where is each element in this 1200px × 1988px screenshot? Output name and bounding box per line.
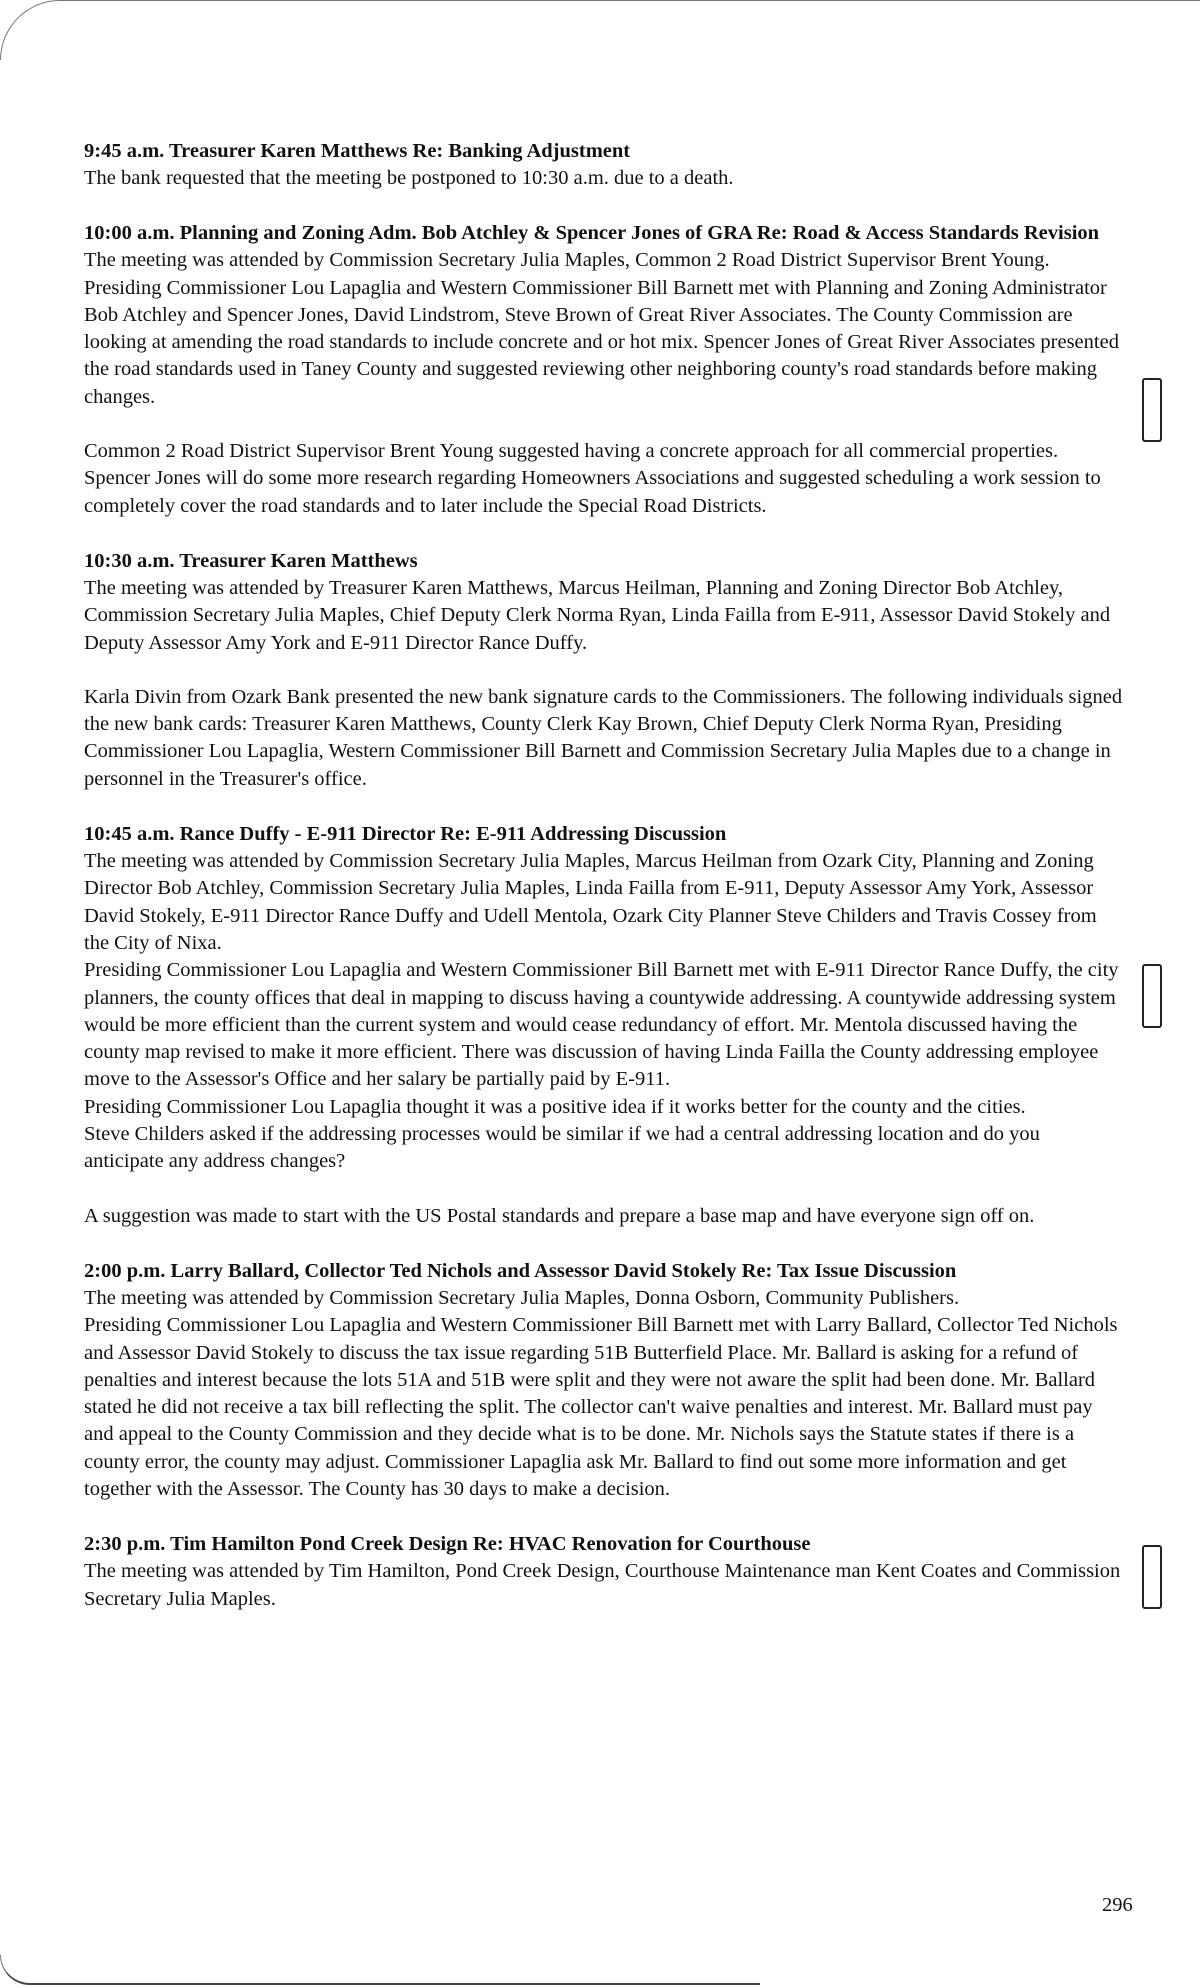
section-banking-adjustment xyxy=(84,138,1124,192)
section-paragraph: The bank requested that the meeting be postponed to 10:30 a.m. due to a death. xyxy=(84,167,734,189)
margin-bracket-mark xyxy=(1142,1545,1162,1609)
section-heading: 10:45 a.m. Rance Duffy - E-911 Director Re: E-911 Addressing Discussion xyxy=(84,823,727,846)
section-paragraph: The meeting was attended by Commission Secretary Julia Maples, Donna Osborn, Community Publishers. xyxy=(84,1286,960,1309)
section-paragraph: Presiding Commissioner Lou Lapaglia and Western Commissioner Bill Barnett met with Larry Ballard, Collector Ted Nichols and Assessor David Stokely to discuss the tax issue regarding 51B Butterfield Place. Mr. Ballard is asking for a refund of penalties and interest because the lots 51A and 51B were split and they were not aware the split had been done. Mr. Ballard stated he did not receive a tax bill reflecting the split. The collector can't waive penalties and interest. Mr. Ballard must pay and appeal to the County Commission and they decide what is to be done. Mr. Nichols says the Statute states if there is a county error, the county may adjust. Commissioner Lapaglia ask Mr. Ballard to find out some more information and get together with the Assessor. The County has 30 days to make a decision. xyxy=(84,1314,1118,1500)
section-heading: 10:30 a.m. Treasurer Karen Matthews xyxy=(84,549,418,572)
section-paragraph: Presiding Commissioner Lou Lapaglia and Western Commissioner Bill Barnett met with Planning and Zoning Administrator Bob Atchley and Spencer Jones, David Lindstrom, Steve Brown of Great River Associates. The County Commission are looking at amending the road standards to include concrete and or hot mix. Spencer Jones of Great River Associates presented the road standards used in Taney County and suggested reviewing other neighboring county's road standards before making changes. xyxy=(84,276,1119,408)
section-paragraph: Common 2 Road District Supervisor Brent Young suggested having a concrete approach for all commercial properties. Spencer Jones will do some more research regarding Homeowners Associations and suggested scheduling a work session to completely cover the road standards and to later include the Special Road Districts. xyxy=(84,440,1101,517)
margin-bracket-mark xyxy=(1142,378,1162,442)
section-paragraph: Karla Divin from Ozark Bank presented the new bank signature cards to the Commissioners. The following individuals signed the new bank cards: Treasurer Karen Matthews, County Clerk Kay Brown, Chief Deputy Clerk Norma Ryan, Presiding Commissioner Lou Lapaglia, Western Commissioner Bill Barnett and Commission Secretary Julia Maples due to a change in personnel in the Treasurer's office. xyxy=(84,685,1123,790)
section-paragraph: Steve Childers asked if the addressing processes would be similar if we had a central addressing location and do you anticipate any address changes? xyxy=(84,1123,1040,1173)
page-edge-top xyxy=(0,0,1200,60)
section-road-standards xyxy=(84,220,1124,520)
section-treasurer xyxy=(84,548,1124,793)
page-number: 296 xyxy=(1102,1894,1133,1916)
margin-bracket-mark xyxy=(1142,964,1162,1028)
section-paragraph: The meeting was attended by Commission Secretary Julia Maples, Common 2 Road District Supervisor Brent Young. xyxy=(84,249,1050,272)
section-hvac-renovation xyxy=(84,1531,1124,1613)
section-paragraph: The meeting was attended by Treasurer Karen Matthews, Marcus Heilman, Planning and Zoning Director Bob Atchley, Commission Secretary Julia Maples, Chief Deputy Clerk Norma Ryan, Linda Failla from E-911, Assessor David Stokely and Deputy Assessor Amy York and E-911 Director Rance Duffy. xyxy=(84,576,1111,654)
section-heading: 2:30 p.m. Tim Hamilton Pond Creek Design Re: HVAC Renovation for Courthouse xyxy=(84,1533,811,1556)
section-paragraph: The meeting was attended by Tim Hamilton, Pond Creek Design, Courthouse Maintenance man Kent Coates and Commission Secretary Julia Maples. xyxy=(84,1560,1121,1610)
document-body xyxy=(84,138,1124,1641)
section-e911-addressing xyxy=(84,821,1124,1230)
section-paragraph: Presiding Commissioner Lou Lapaglia and Western Commissioner Bill Barnett met with E-911 Director Rance Duffy, the city planners, the county offices that deal in mapping to discuss having a countywide addressing. A countywide addressing system would be more efficient than the current system and would cease redundancy of effort. Mr. Mentola discussed having the county map revised to make it more efficient. There was discussion of having Linda Failla the County addressing employee move to the Assessor's Office and her salary be partially paid by E-911. xyxy=(84,959,1119,1091)
section-paragraph: The meeting was attended by Commission Secretary Julia Maples, Marcus Heilman from Ozark City, Planning and Zoning Director Bob Atchley, Commission Secretary Julia Maples, Linda Failla from E-911, Deputy Assessor Amy York, Assessor David Stokely, E-911 Director Rance Duffy and Udell Mentola, Ozark City Planner Steve Childers and Travis Cossey from the City of Nixa. xyxy=(84,850,1097,954)
section-heading: 2:00 p.m. Larry Ballard, Collector Ted Nichols and Assessor David Stokely Re: Tax Issue Discussion xyxy=(84,1259,957,1282)
section-paragraph: Presiding Commissioner Lou Lapaglia thought it was a positive idea if it works better for the county and the cities. xyxy=(84,1095,1026,1118)
section-heading: 9:45 a.m. Treasurer Karen Matthews Re: Banking Adjustment xyxy=(84,140,631,162)
section-paragraph: A suggestion was made to start with the US Postal standards and prepare a base map and have everyone sign off on. xyxy=(84,1204,1035,1227)
section-tax-issue xyxy=(84,1258,1124,1503)
page-edge-bottom xyxy=(0,1955,760,1985)
section-heading: 10:00 a.m. Planning and Zoning Adm. Bob Atchley & Spencer Jones of GRA Re: Road & Access Standards Revision xyxy=(84,222,1100,245)
